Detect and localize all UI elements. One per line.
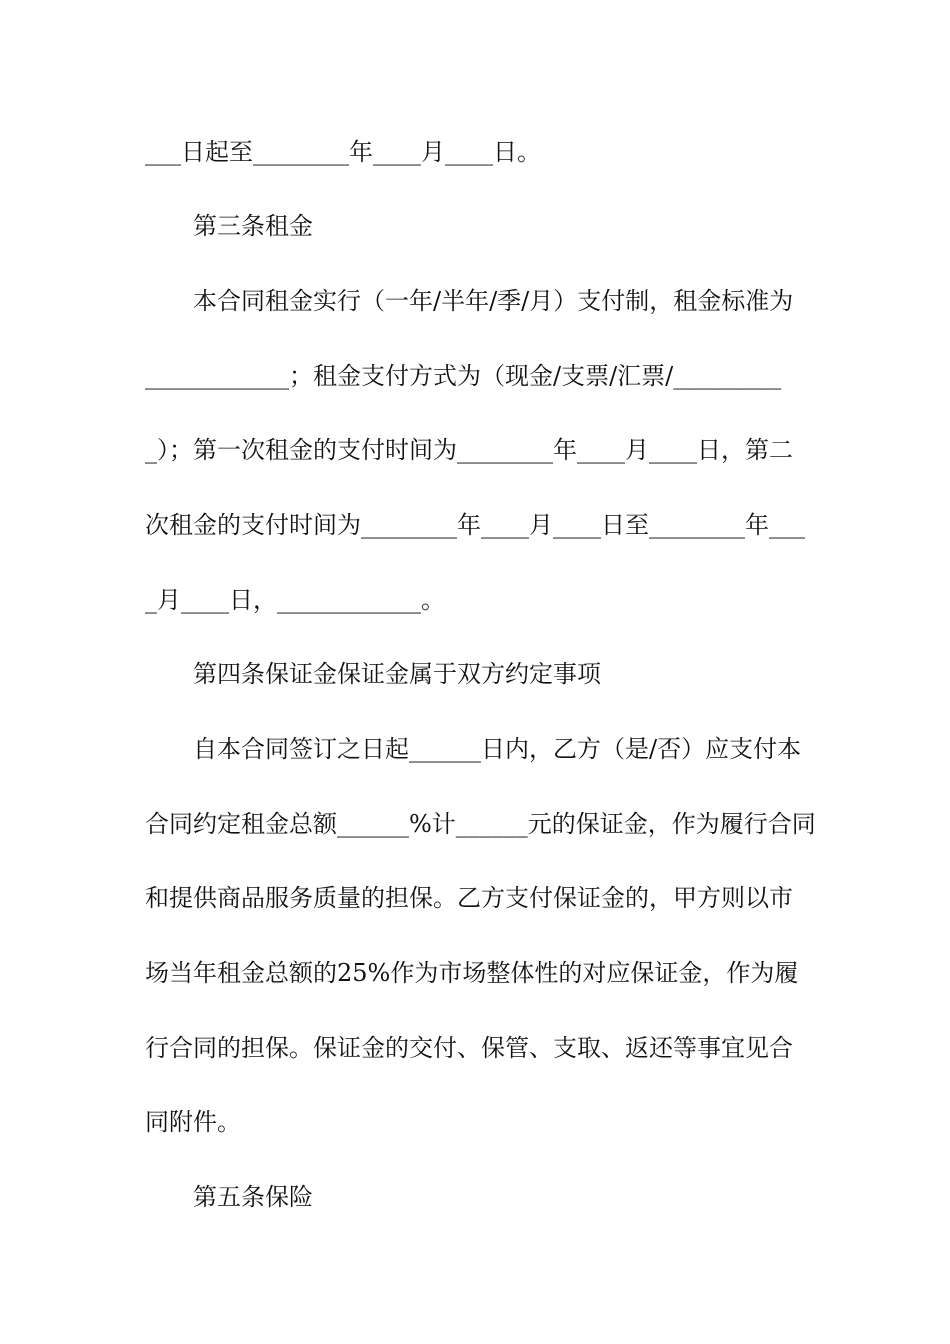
text-line-rent-3: _）；第一次租金的支付时间为________年____月____日，第二 xyxy=(145,436,793,464)
text-line-rent-2: ____________；租金支付方式为（现金/支票/汇票/_________ xyxy=(145,362,782,390)
section-heading-rent: 第三条租金 xyxy=(193,212,313,240)
section-heading-deposit: 第四条保证金保证金属于双方约定事项 xyxy=(193,660,601,688)
text-line-rent-5: _月____日，____________。 xyxy=(145,586,445,614)
text-line-deposit-3: 和提供商品服务质量的担保。乙方支付保证金的，甲方则以市 xyxy=(145,884,793,912)
text-line-deposit-5: 行合同的担保。保证金的交付、保管、支取、返还等事宜见合 xyxy=(145,1034,793,1062)
text-line-deposit-6: 同附件。 xyxy=(145,1108,241,1136)
text-line-deposit-4: 场当年租金总额的25%作为市场整体性的对应保证金，作为履 xyxy=(145,959,799,987)
section-heading-insurance: 第五条保险 xyxy=(193,1183,313,1211)
text-line-deposit-1: 自本合同签订之日起______日内，乙方（是/否）应支付本 xyxy=(193,735,802,763)
text-line-rent-1: 本合同租金实行（一年/半年/季/月）支付制，租金标准为 xyxy=(193,287,794,315)
text-line-period-end: ___日起至________年____月____日。 xyxy=(145,138,541,166)
text-line-deposit-2: 合同约定租金总额______%计______元的保证金，作为履行合同 xyxy=(145,810,816,838)
text-line-rent-4: 次租金的支付时间为________年____月____日至________年___ xyxy=(145,511,805,539)
